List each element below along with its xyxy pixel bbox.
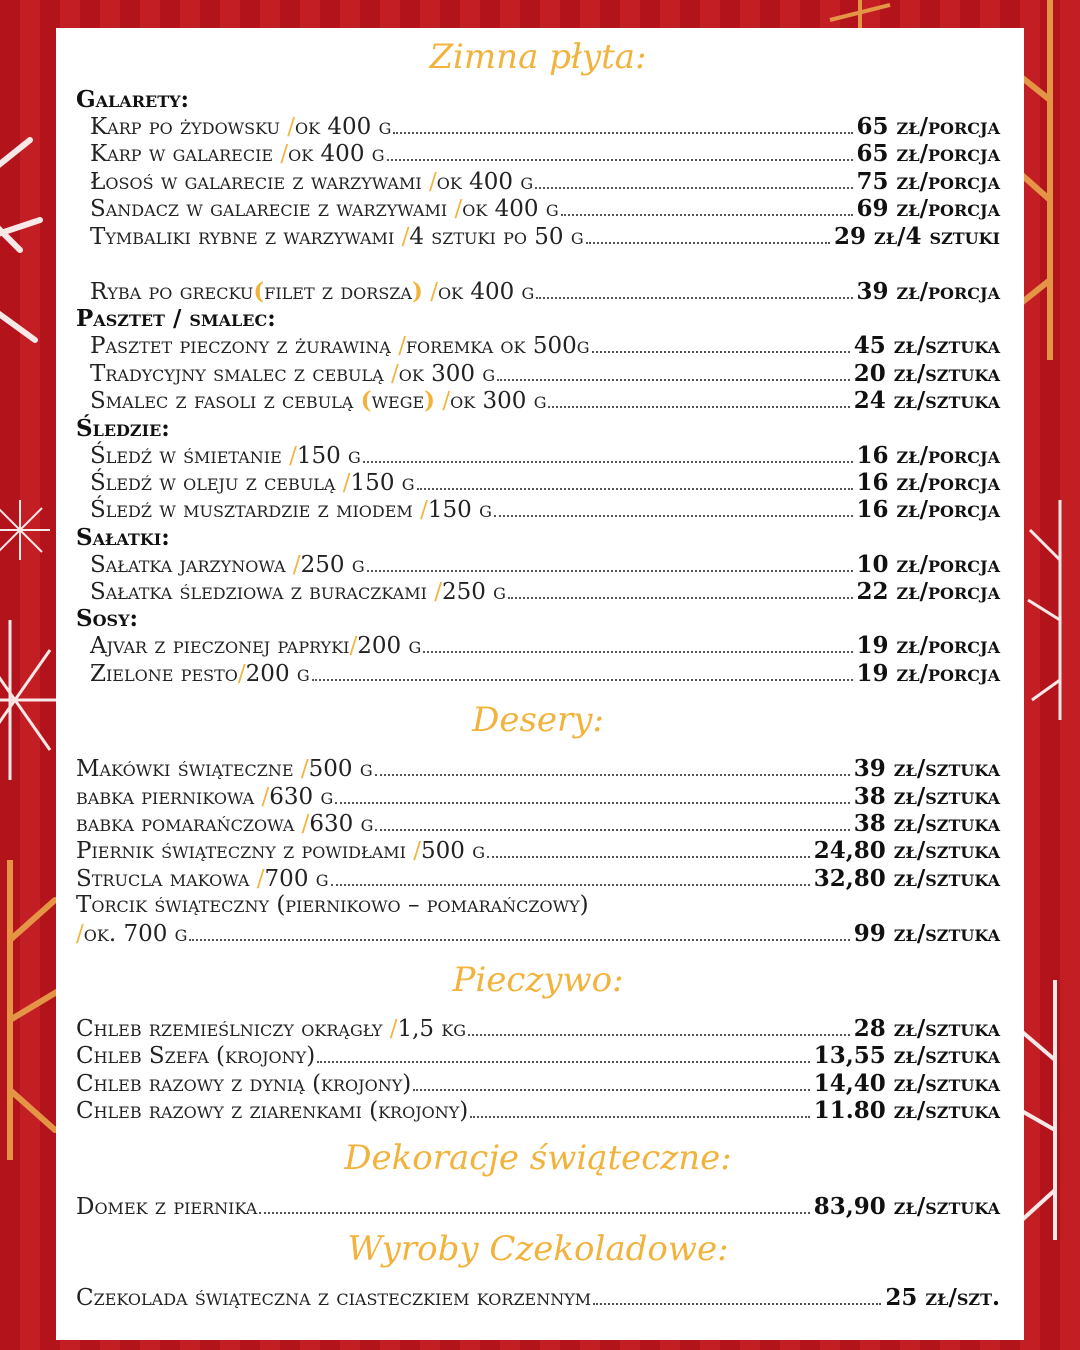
item-name: Chleb Szefa (krojony)	[76, 1043, 316, 1070]
menu-item	[76, 632, 1000, 659]
leader-dots	[561, 214, 853, 216]
item-name: Domek z piernika	[76, 1193, 258, 1220]
weight-slash: /	[413, 838, 422, 865]
menu-item: Ryba po grecku(filet z dorsza) /ok 400 g 39 zł/porcja	[90, 277, 1000, 305]
item-weight: 630 g	[309, 811, 374, 838]
item-weight: 150 g	[296, 442, 361, 469]
category-heading-galarety: Galarety:	[76, 86, 190, 113]
leader-dots	[536, 297, 852, 299]
item-name: Zielone pesto	[90, 660, 238, 687]
leader-dots	[535, 187, 852, 189]
leader-dots	[592, 351, 850, 353]
item-name: Strucla makowa	[76, 865, 257, 892]
leader-dots	[259, 1212, 809, 1214]
item-name: Tradycyjny smalec z cebulą	[90, 360, 391, 387]
menu-item	[76, 551, 1000, 578]
item-weight: 150 g	[427, 497, 492, 524]
menu-item: Smalec z fasoli z cebulą (wege) /ok 300 g 24 zł/sztuka	[90, 387, 1000, 415]
category-heading-sosy: Sosy:	[76, 605, 139, 633]
item-name: Sałatka śledziowa z buraczkami	[90, 579, 435, 606]
item-name: Chleb razowy z ziarenkami (krojony)	[76, 1098, 469, 1125]
weight-slash: /	[390, 360, 399, 387]
weight-slash: /	[261, 783, 270, 810]
menu-item	[76, 223, 1000, 250]
item-price: 99 zł/sztuka	[853, 919, 1000, 947]
weight-slash: /	[76, 920, 84, 947]
item-name: Sandacz w galarecie z warzywami	[90, 196, 455, 223]
item-weight: 500 g	[421, 838, 486, 865]
menu-item	[76, 332, 1000, 359]
leader-dots	[497, 379, 850, 381]
leader-dots	[413, 1089, 810, 1091]
menu-item	[76, 1070, 1000, 1097]
weight-slash: /	[300, 756, 309, 783]
item-name: Pasztet pieczony z żurawiną	[90, 333, 399, 360]
menu-item	[76, 1097, 1000, 1124]
leader-dots	[375, 829, 849, 831]
item-price: 69 zł/porcja	[856, 195, 1000, 223]
item-price: 38 zł/sztuka	[853, 782, 1000, 810]
item-price: 20 zł/sztuka	[853, 359, 1000, 387]
item-price: 16 zł/porcja	[856, 496, 1000, 524]
item-price: 24,80 zł/sztuka	[813, 837, 1000, 865]
item-weight: 250 g	[441, 579, 506, 606]
item-name: Chleb razowy z dynią (krojony)	[76, 1070, 412, 1097]
item-price: 24 zł/sztuka	[853, 387, 1000, 415]
weight-slash: /	[349, 633, 358, 660]
item-price: 83,90 zł/sztuka	[813, 1192, 1000, 1220]
item-price: 65 zł/porcja	[856, 140, 1000, 168]
item-weight: ok 400 g	[288, 141, 385, 168]
item-price: 65 zł/porcja	[856, 113, 1000, 140]
leader-dots	[494, 515, 853, 517]
weight-slash: /	[289, 442, 297, 469]
item-weight: 200 g	[245, 660, 310, 687]
item-name: Chleb rzemieślniczy okrągły	[76, 1015, 390, 1042]
item-price: 11.80 zł/sztuka	[813, 1097, 1000, 1125]
section-title-wyroby-czekoladowe: Wyroby Czekoladowe:	[347, 1228, 729, 1269]
item-weight: 1,5 kg	[397, 1015, 467, 1042]
item-name: Ajvar z pieczonej papryki	[90, 633, 350, 660]
item-price: 75 zł/porcja	[856, 167, 1000, 195]
menu-item	[76, 1015, 1000, 1042]
menu-item	[76, 755, 1000, 782]
item-weight: 4 sztuki po 50 g	[409, 223, 584, 250]
leader-dots	[335, 802, 849, 804]
item-name: Śledź w śmietanie	[90, 442, 290, 469]
item-name: Makówki świąteczne	[76, 756, 301, 783]
menu-item	[76, 168, 1000, 195]
snowflake-icon	[1020, 500, 1080, 720]
menu-item-torcik-line: Torcik świąteczny (piernikowo – pomarańczowy)	[76, 892, 589, 919]
snowflake-icon	[820, 0, 900, 30]
leader-dots	[423, 651, 852, 653]
menu-item	[76, 660, 1000, 687]
item-weight: 200 g	[357, 633, 422, 660]
leader-dots	[387, 159, 853, 161]
weight-slash: /	[256, 865, 265, 892]
item-price: 10 zł/porcja	[856, 550, 1000, 578]
leader-dots	[586, 242, 830, 244]
menu-item	[76, 140, 1000, 167]
item-price: 25 zł/szt.	[885, 1283, 1000, 1311]
item-weight: 500 g	[308, 756, 373, 783]
leader-dots	[393, 132, 852, 134]
weight-slash: /	[342, 469, 351, 496]
item-weight: ok 400 g	[436, 168, 534, 195]
item-price: 32,80 zł/sztuka	[813, 864, 1000, 892]
menu-item	[76, 195, 1000, 222]
leader-dots	[508, 597, 853, 599]
leader-dots	[468, 1034, 850, 1036]
item-name: Karp po żydowsku	[90, 114, 288, 140]
weight-slash: /	[280, 141, 289, 168]
weight-slash: /	[401, 223, 410, 250]
leader-dots	[417, 488, 853, 490]
item-name: Śledź w oleju z cebulą	[90, 469, 343, 496]
weight-slash: /	[292, 551, 301, 578]
menu-item	[76, 810, 1000, 837]
item-name: Śledź w musztardzie z miodem	[90, 497, 421, 524]
category-heading-salatki: Sałatki:	[76, 523, 170, 551]
item-name: Tymbaliki rybne z warzywami	[90, 223, 402, 250]
leader-dots	[331, 884, 810, 886]
item-name: Łosoś w galarecie z warzywami	[90, 168, 429, 195]
weight-slash: /	[389, 1015, 398, 1042]
weight-slash: /	[398, 333, 406, 360]
leader-dots	[363, 461, 853, 463]
item-price: 16 zł/porcja	[856, 441, 1000, 469]
section-title-dekoracje: Dekoracje świąteczne:	[344, 1137, 732, 1178]
item-weight: 700 g	[264, 865, 329, 892]
item-price: 29 zł/4 sztuki	[834, 222, 1000, 250]
item-price: 39 zł/sztuka	[853, 755, 1000, 783]
weight-slash: /	[237, 660, 246, 687]
leader-dots	[312, 679, 853, 681]
menu-item	[76, 469, 1000, 496]
menu-item	[76, 1193, 1000, 1220]
leader-dots	[593, 1303, 881, 1305]
menu-item	[76, 1042, 1000, 1069]
item-weight: ok 400 g	[462, 196, 559, 223]
leader-dots	[317, 1061, 810, 1063]
item-price: 19 zł/porcja	[856, 659, 1000, 687]
weight-slash: /	[420, 497, 428, 524]
item-price: 16 zł/porcja	[856, 468, 1000, 496]
menu-item	[76, 837, 1000, 864]
weight-slash: /	[454, 196, 463, 223]
item-weight: 250 g	[300, 551, 365, 578]
item-weight: ok. 700 g	[83, 920, 188, 947]
item-price: 22 zł/porcja	[856, 578, 1000, 606]
leader-dots	[470, 1116, 810, 1118]
leader-dots	[367, 570, 853, 572]
item-price: 13,55 zł/sztuka	[813, 1042, 1000, 1070]
menu-item	[76, 496, 1000, 523]
menu-item	[76, 113, 1000, 140]
menu-card	[56, 28, 1024, 1340]
item-name: Piernik świąteczny z powidłami	[76, 838, 414, 865]
item-price: 38 zł/sztuka	[853, 810, 1000, 838]
menu-item	[76, 578, 1000, 605]
section-title-pieczywo: Pieczywo:	[452, 959, 624, 1000]
item-weight: ok 400 g	[295, 114, 392, 140]
item-name: Sałatka jarzynowa	[90, 551, 293, 578]
item-weight: 150 g	[350, 469, 415, 496]
weight-slash: /	[301, 811, 310, 838]
category-heading-sledzie: Śledzie:	[76, 414, 170, 442]
weight-slash: /	[434, 579, 442, 606]
item-name: babka piernikowa	[76, 783, 262, 810]
snowflake-icon	[0, 500, 50, 560]
item-name: babka pomarańczowa	[76, 811, 302, 838]
menu-item	[76, 442, 1000, 469]
section-title-zimna-plyta: Zimna płyta:	[429, 37, 647, 77]
section-title-desery: Desery:	[472, 700, 604, 741]
item-name: Czekolada świąteczna z ciasteczkiem korzennym	[76, 1284, 592, 1311]
weight-slash: /	[428, 168, 437, 195]
item-weight: 630 g	[269, 783, 334, 810]
item-price: 45 zł/sztuka	[853, 332, 1000, 360]
menu-item	[76, 865, 1000, 892]
category-heading-pasztet: Pasztet / smalec:	[76, 305, 276, 333]
leader-dots	[375, 774, 850, 776]
item-weight: foremka ok 500g	[405, 333, 590, 360]
item-weight: ok 300 g	[398, 360, 496, 387]
leader-dots	[548, 406, 849, 408]
item-price: 28 zł/sztuka	[853, 1014, 1000, 1042]
item-price: 19 zł/porcja	[856, 632, 1000, 660]
leader-dots	[189, 939, 849, 941]
weight-slash: /	[287, 114, 296, 140]
item-price: 39 zł/porcja	[856, 277, 1000, 305]
menu-item	[76, 920, 1000, 947]
item-name: Karp w galarecie	[90, 141, 281, 168]
menu-item	[76, 360, 1000, 387]
leader-dots	[487, 856, 810, 858]
menu-item	[76, 1284, 1000, 1311]
menu-item	[76, 783, 1000, 810]
item-price: 14,40 zł/sztuka	[813, 1069, 1000, 1097]
